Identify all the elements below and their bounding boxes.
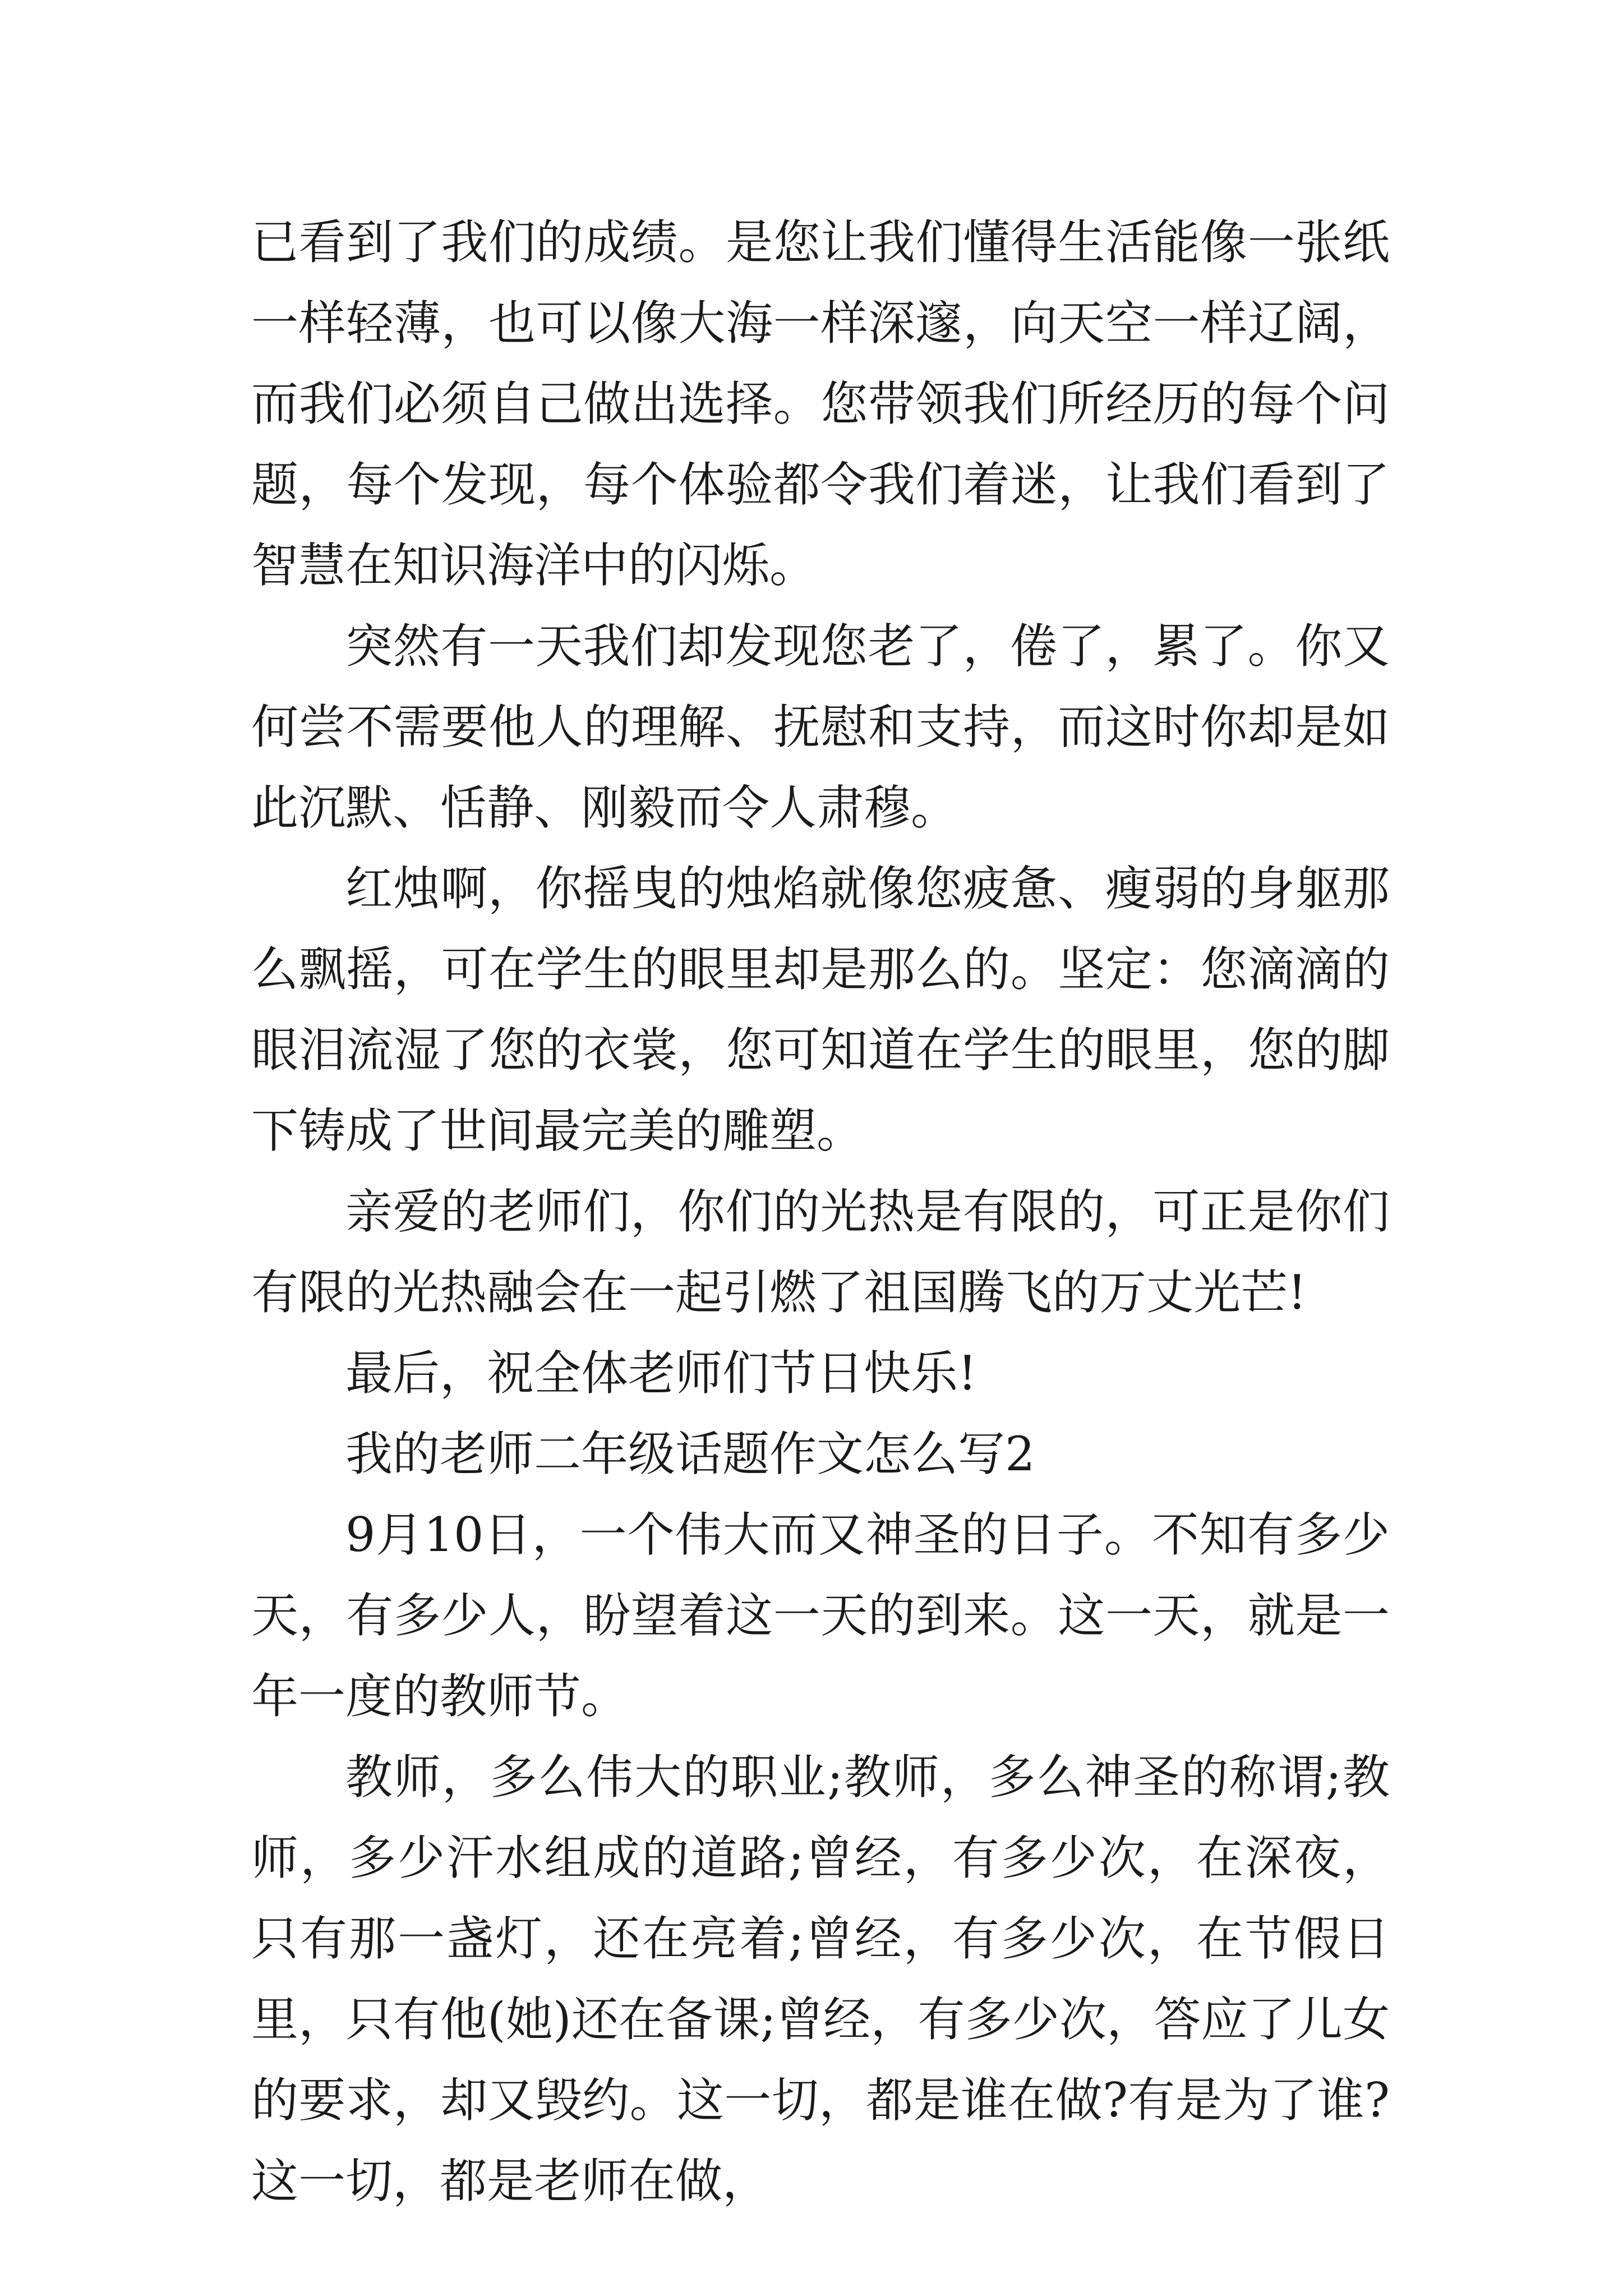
paragraph: 已看到了我们的成绩。是您让我们懂得生活能像一张纸一样轻薄，也可以像大海一样深邃，向天空一样辽阔，而我们必须自己做出选择。您带领我们所经历的每个问题，每个发现，每个体验都令我们着迷，让我们看到了智慧在知识海洋中的闪烁。 (251, 215, 1390, 593)
paragraph: 最后，祝全体老师们节日快乐! (345, 1346, 977, 1401)
section-heading: 我的老师二年级话题作文怎么写2 (345, 1427, 1035, 1481)
paragraph: 9月10日，一个伟大而又神圣的日子。不知有多少天，有多少人，盼望着这一天的到来。这一天，就是一年一度的教师节。 (251, 1507, 1390, 1724)
document-body (251, 202, 1390, 2221)
paragraph: 亲爱的老师们，你们的光热是有限的，可正是你们有限的光热融会在一起引燃了祖国腾飞的万丈光芒! (251, 1184, 1390, 1320)
paragraph: 突然有一天我们却发现您老了，倦了，累了。你又何尝不需要他人的理解、抚慰和支持，而这时你却是如此沉默、恬静、刚毅而令人肃穆。 (251, 619, 1390, 835)
paragraph: 教师，多么伟大的职业;教师，多么神圣的称谓;教师，多少汗水组成的道路;曾经，有多少次，在深夜，只有那一盏灯，还在亮着;曾经，有多少次，在节假日里，只有他(她)还在备课;曾经，有多少次，答应了儿女的要求，却又毁约。这一切，都是谁在做?有是为了谁?这一切，都是老师在做， (251, 1750, 1390, 2208)
paragraph: 红烛啊，你摇曳的烛焰就像您疲惫、瘦弱的身躯那么飘摇，可在学生的眼里却是那么的。坚定：您滴滴的眼泪流湿了您的衣裳，您可知道在学生的眼里，您的脚下铸成了世间最完美的雕塑。 (251, 861, 1390, 1158)
